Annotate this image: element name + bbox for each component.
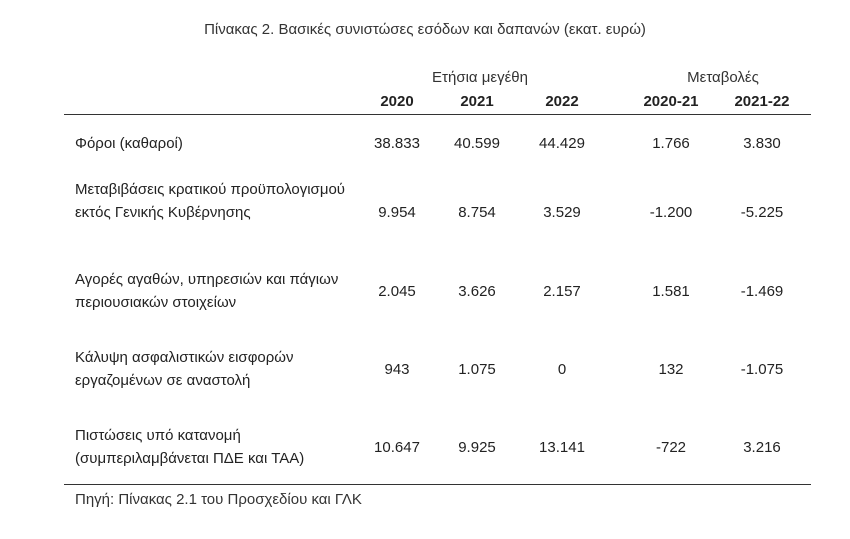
source-note: Πηγή: Πίνακας 2.1 του Προσχεδίου και ΓΛΚ [75,491,362,508]
footer-divider [64,484,811,485]
column-header-2021-22: 2021-22 [734,93,790,110]
table-cell: 44.429 [539,135,585,152]
table-cell: -722 [655,439,687,456]
row-label-allocated-credits: Πιστώσεις υπό κατανομή (συμπεριλαμβάνεται ΠΔΕ και ΤΑΑ) [75,427,305,467]
table-cell: 1.766 [652,135,690,152]
table-cell: 1.581 [652,283,690,300]
table-cell: 132 [658,361,684,378]
table-cell: -5.225 [740,204,784,221]
column-header-2022: 2022 [545,93,579,110]
column-header-2020-21: 2020-21 [643,93,699,110]
table-cell: 38.833 [374,135,420,152]
table-cell: -1.200 [649,204,693,221]
table-cell: 9.925 [458,439,496,456]
table-cell: 2.045 [378,283,416,300]
table-cell: 40.599 [454,135,500,152]
table-title: Πίνακας 2. Βασικές συνιστώσες εσόδων και δαπανών (εκατ. ευρώ) [204,21,646,38]
table-cell: 3.626 [458,283,496,300]
table-cell: 3.216 [743,439,781,456]
table-cell: 2.157 [543,283,581,300]
column-header-2021: 2021 [460,93,494,110]
table-cell: -1.469 [740,283,784,300]
changes-header: Μεταβολές [687,69,759,86]
column-header-2020: 2020 [380,93,414,110]
table-cell: 3.529 [543,204,581,221]
table-cell: -1.075 [740,361,784,378]
header-divider [64,114,811,115]
table-cell: 3.830 [743,135,781,152]
annual-values-header: Ετήσια μεγέθη [432,69,528,86]
row-label-insurance-contributions: Κάλυψη ασφαλιστικών εισφορών εργαζομένων σε αναστολή [75,349,294,389]
row-label-purchases: Αγορές αγαθών, υπηρεσιών και πάγιων περιουσιακών στοιχείων [75,271,339,311]
table-cell: 0 [557,361,567,378]
table-cell: 1.075 [458,361,496,378]
row-label-transfers: Μεταβιβάσεις κρατικού προϋπολογισμού εκτός Γενικής Κυβέρνησης [75,181,346,221]
table-cell: 9.954 [378,204,416,221]
table-cell: 8.754 [458,204,496,221]
row-label-taxes: Φόροι (καθαροί) [75,135,183,152]
table-cell: 943 [384,361,410,378]
table-cell: 13.141 [539,439,585,456]
table-cell: 10.647 [374,439,420,456]
